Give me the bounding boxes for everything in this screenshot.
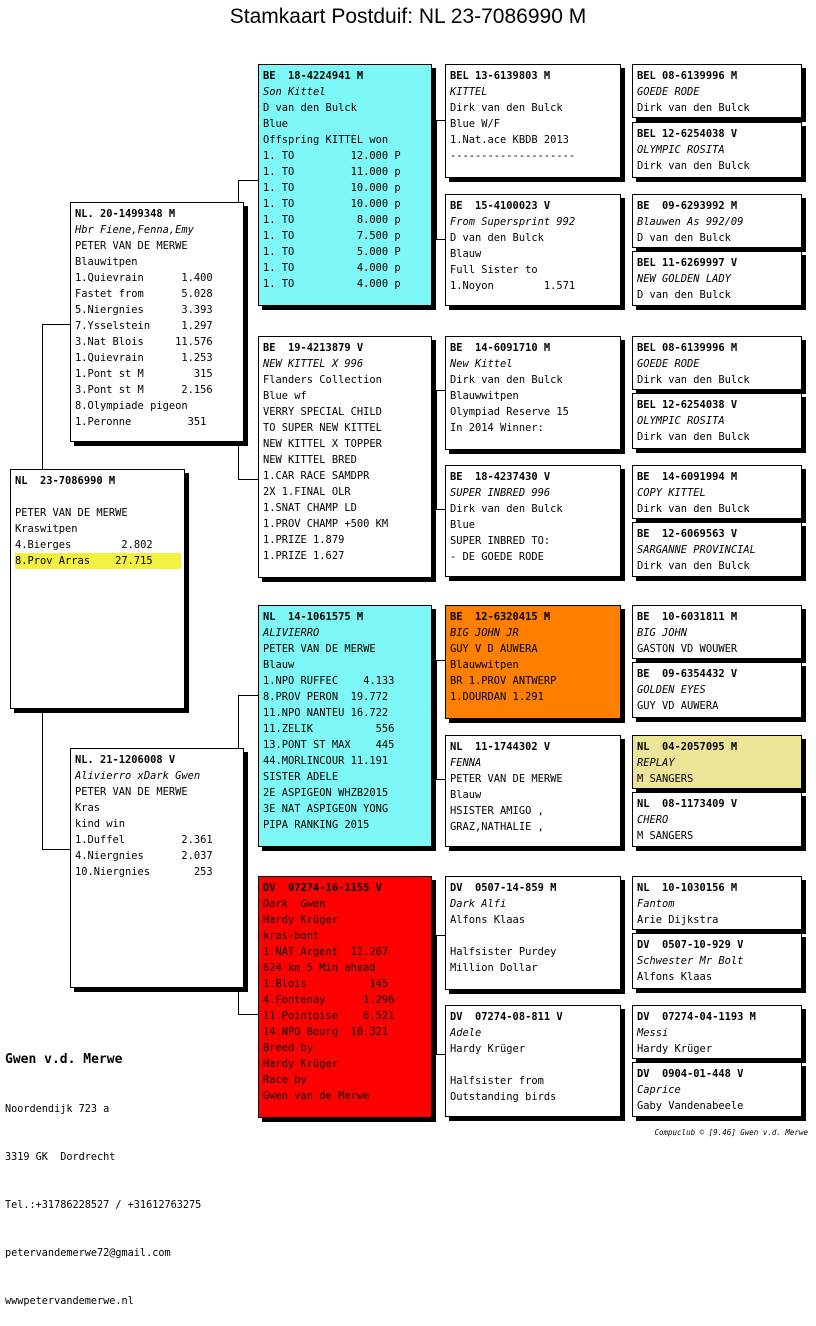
pigeon-name: SARGANNE PROVINCIAL <box>637 544 756 556</box>
card-line: 2E ASPIGEON WHZB2015 <box>263 787 389 799</box>
card-line: GUY VD AUWERA <box>637 700 719 712</box>
pedigree-card-ggp-6 <box>445 735 621 847</box>
pedigree-card-sire-dam <box>258 336 432 578</box>
card-line: 4.Fontenay 1.296 <box>263 994 395 1006</box>
ring-number: DV 0507-10-929 V <box>637 939 744 951</box>
ring-number: DV 07274-04-1193 M <box>637 1011 756 1023</box>
card-line: 1.Noyon 1.571 <box>450 280 576 292</box>
card-line: 8.Olympiade pigeon <box>75 400 188 412</box>
pigeon-name: GOLDEN EYES <box>637 684 706 696</box>
card-line: HSISTER AMIGO , <box>450 805 544 817</box>
card-line: GUY V D AUWERA <box>450 643 538 655</box>
pedigree-card-ggp-8 <box>445 1005 621 1117</box>
card-line: 1. TO 8.000 p <box>263 214 401 226</box>
pedigree-card-ggp-2 <box>445 194 621 306</box>
card-line: kras-bont <box>263 930 320 942</box>
pigeon-name: GOEDE RODE <box>637 358 700 370</box>
ring-number: BE 12-6069563 V <box>637 528 738 540</box>
ring-number: BE 14-6091994 M <box>637 471 738 483</box>
pedigree-card-gggp-10 <box>632 662 802 718</box>
card-line: Blauw <box>450 248 482 260</box>
connector-line <box>436 660 437 780</box>
card-line: NEW KITTEL BRED <box>263 454 357 466</box>
card-line: 7.Ysselstein 1.297 <box>75 320 213 332</box>
pedigree-card-dam-sire <box>258 605 432 847</box>
card-line: Blue W/F <box>450 118 501 130</box>
ring-number: NL 11-1744302 V <box>450 741 551 753</box>
card-line: Dirk van den Bulck <box>450 503 563 515</box>
pedigree-card-gggp-1 <box>632 64 802 118</box>
card-line: D van den Bulck <box>450 232 544 244</box>
card-line: GRAZ,NATHALIE , <box>450 821 544 833</box>
card-line: 11.Pointoise 6.521 <box>263 1010 395 1022</box>
ring-number: BE 12-6320415 M <box>450 611 551 623</box>
card-line: Outstanding birds <box>450 1091 557 1103</box>
card-line: 4.Niergnies 2.037 <box>75 850 213 862</box>
owner-email[interactable]: petervandemerwe72@gmail.com <box>5 1248 171 1259</box>
card-line: 10.Niergnies 253 <box>75 866 213 878</box>
ring-number: BEL 12-6254038 V <box>637 399 738 411</box>
connector-line <box>238 1014 260 1015</box>
connector-line <box>42 849 72 850</box>
card-line: Dirk van den Bulck <box>637 102 750 114</box>
connector-line <box>238 180 260 181</box>
card-line: 11.NPO NANTEU 16.722 <box>263 707 389 719</box>
pedigree-card-gggp-15 <box>632 1005 802 1059</box>
pigeon-name: Blauwen As 992/09 <box>637 216 744 228</box>
pigeon-name <box>15 489 181 505</box>
pigeon-name: Dark Alfi <box>450 898 507 910</box>
connector-line <box>624 364 625 421</box>
pedigree-card-ggp-7 <box>445 876 621 990</box>
ring-number: BEL 11-6269997 V <box>637 257 738 269</box>
card-line: D van den Bulck <box>637 289 731 301</box>
card-line: 44.MORLINCOUR 11.191 <box>263 755 389 767</box>
pedigree-card-gggp-8 <box>632 522 802 577</box>
connector-line <box>42 710 43 850</box>
pedigree-card-ggp-5 <box>445 605 621 719</box>
card-line: Dirk van den Bulck <box>637 374 750 386</box>
card-line: PETER VAN DE MERWE <box>450 773 563 785</box>
card-line: 8.PROV PERON 19.772 <box>263 691 389 703</box>
card-line: Alfons Klaas <box>637 971 713 983</box>
card-line: PETER VAN DE MERWE <box>75 786 188 798</box>
card-line: Gwen van de Merwe <box>263 1090 370 1102</box>
pedigree-card-ggp-3 <box>445 336 621 450</box>
ring-number: NL 08-1173409 V <box>637 798 738 810</box>
connector-line <box>624 763 625 820</box>
pigeon-name: NEW GOLDEN LADY <box>637 273 731 285</box>
card-line: TO SUPER NEW KITTEL <box>263 422 382 434</box>
card-line: Dirk van den Bulck <box>637 560 750 572</box>
pedigree-card-gggp-11 <box>632 735 802 789</box>
connector-line <box>624 634 625 691</box>
card-line: 1.Duffel 2.361 <box>75 834 213 846</box>
owner-phone: Tel.:+31786228527 / +31612763275 <box>5 1200 202 1211</box>
pigeon-name: Schwester Mr Bolt <box>637 955 744 967</box>
card-line: Breed by <box>263 1042 314 1054</box>
owner-website[interactable]: wwwpetervandemerwe.nl <box>5 1296 134 1307</box>
pigeon-name: Hbr Fiene,Fenna,Emy <box>75 224 194 236</box>
card-line: 1. TO 4.000 p <box>263 278 401 290</box>
ring-number: BEL 13-6139803 M <box>450 70 551 82</box>
card-line: PETER VAN DE MERWE <box>263 643 376 655</box>
pedigree-card-gggp-16 <box>632 1062 802 1117</box>
pigeon-name: BIG JOHN <box>637 627 688 639</box>
card-line: PIPA RANKING 2015 <box>263 819 370 831</box>
pigeon-name: ALIVIERRO <box>263 627 320 639</box>
pedigree-card-dam-dam <box>258 876 432 1118</box>
card-line: 1.Quievrain 1.253 <box>75 352 213 364</box>
connector-line <box>624 493 625 550</box>
pigeon-name: OLYMPIC ROSITA <box>637 144 725 156</box>
card-line: Halfsister from <box>450 1075 544 1087</box>
card-line: Blauw <box>263 659 295 671</box>
card-line <box>450 1057 617 1073</box>
pedigree-card-gggp-9 <box>632 605 802 659</box>
card-line: In 2014 Winner: <box>450 422 544 434</box>
card-line: Dirk van den Bulck <box>637 160 750 172</box>
pigeon-name: From Supersprint 992 <box>450 216 576 228</box>
card-line: VERRY SPECIAL CHILD <box>263 406 382 418</box>
card-line: 1.Nat.ace KBDB 2013 <box>450 134 569 146</box>
ring-number: BE 14-6091710 M <box>450 342 551 354</box>
card-line: 1. TO 12.000 P <box>263 150 401 162</box>
connector-line <box>238 695 260 696</box>
card-line: 1. TO 11.000 p <box>263 166 401 178</box>
pigeon-name: Son Kittel <box>263 86 326 98</box>
card-line: Alfons Klaas <box>450 914 526 926</box>
card-line: SUPER INBRED TO: <box>450 535 551 547</box>
card-line: Blauwitpen <box>75 256 138 268</box>
pedigree-card-gggp-2 <box>632 122 802 178</box>
connector-line <box>624 222 625 279</box>
pedigree-card-ggp-1 <box>445 64 621 178</box>
card-line: - DE GOEDE RODE <box>450 551 544 563</box>
pigeon-name: NEW KITTEL X 996 <box>263 358 364 370</box>
card-line: SISTER ADELE <box>263 771 339 783</box>
card-line: 1.DOURDAN 1.291 <box>450 691 544 703</box>
pedigree-card-gggp-14 <box>632 933 802 989</box>
pigeon-name: FENNA <box>450 757 482 769</box>
card-line: Hardy Krüger <box>450 1043 526 1055</box>
ring-number: NL. 21-1206008 V <box>75 754 176 766</box>
pedigree-card-gggp-6 <box>632 393 802 449</box>
card-line: Dirk van den Bulck <box>637 503 750 515</box>
owner-address-line-2: 3319 GK Dordrecht <box>5 1152 116 1163</box>
pigeon-name: SUPER INBRED 996 <box>450 487 551 499</box>
connector-line <box>624 1033 625 1090</box>
ring-number: BEL 08-6139996 M <box>637 342 738 354</box>
card-line: 1.PROV CHAMP +500 KM <box>263 518 389 530</box>
pigeon-name: Adele <box>450 1027 482 1039</box>
card-line: 14.NPO Bourg 10.321 <box>263 1026 389 1038</box>
card-line: PETER VAN DE MERWE <box>75 240 188 252</box>
card-line: 2X 1.FINAL OLR <box>263 486 351 498</box>
pigeon-name: Fantom <box>637 898 675 910</box>
card-line: Dirk van den Bulck <box>637 431 750 443</box>
card-line: 1. TO 7.500 p <box>263 230 401 242</box>
pigeon-name: REPLAY <box>637 757 675 769</box>
connector-line <box>624 93 625 150</box>
pigeon-name: COPY KITTEL <box>637 487 706 499</box>
card-line: Million Dollar <box>450 962 538 974</box>
card-line: Blauwwitpen <box>450 390 519 402</box>
card-line: 1.PRIZE 1.879 <box>263 534 345 546</box>
card-line: Flanders Collection <box>263 374 382 386</box>
card-line: Kras <box>75 802 101 814</box>
card-line: Arie Dijkstra <box>637 914 719 926</box>
pigeon-name: GOEDE RODE <box>637 86 700 98</box>
ring-number: DV 07274-16-1155 V <box>263 882 382 894</box>
card-line: 1. TO 5.000 P <box>263 246 401 258</box>
connector-line <box>436 935 437 1055</box>
page-title: Stamkaart Postduif: NL 23-7086990 M <box>229 5 587 28</box>
card-line: 624 km 5 Min ahead <box>263 962 376 974</box>
card-line: PETER VAN DE MERWE <box>15 507 128 519</box>
pigeon-name: Caprice <box>637 1084 681 1096</box>
pigeon-name: Dark Gwen <box>263 898 326 910</box>
card-line: 1.CAR RACE SAMDPR <box>263 470 370 482</box>
card-line: 1.Blois 145 <box>263 978 389 990</box>
card-line: BR 1.PROV ANTWERP <box>450 675 557 687</box>
pigeon-name: KITTEL <box>450 86 488 98</box>
card-line: Hardy Krüger <box>263 1058 339 1070</box>
card-line: Blue <box>450 519 476 531</box>
software-credit: Compuclub © [9.46] Gwen v.d. Merwe <box>654 1128 808 1137</box>
ring-number: DV 0904-01-448 V <box>637 1068 744 1080</box>
card-line: 1.SNAT CHAMP LD <box>263 502 357 514</box>
ring-number: NL. 20-1499348 M <box>75 208 176 220</box>
owner-name: Gwen v.d. Merwe <box>5 1052 123 1067</box>
ring-number: BE 09-6293992 M <box>637 200 738 212</box>
card-line: 11.ZELIK 556 <box>263 723 395 735</box>
card-line: Halfsister Purdey <box>450 946 557 958</box>
ring-number: BE 18-4237430 V <box>450 471 551 483</box>
pigeon-name: CHERO <box>637 814 669 826</box>
card-line: 1.Pont st M 315 <box>75 368 213 380</box>
card-line: Fastet from 5.028 <box>75 288 213 300</box>
card-line: Full Sister to <box>450 264 538 276</box>
pedigree-card-ggp-4 <box>445 465 621 577</box>
ring-number: BE 09-6354432 V <box>637 668 738 680</box>
card-line <box>450 928 617 944</box>
ring-number: BE 10-6031811 M <box>637 611 738 623</box>
ring-number: NL 14-1061575 M <box>263 611 364 623</box>
card-line: Blue wf <box>263 390 307 402</box>
ring-number: BEL 12-6254038 V <box>637 128 738 140</box>
pigeon-name: Messi <box>637 1027 669 1039</box>
card-line: Dirk van den Bulck <box>450 374 563 386</box>
card-line: 1.Peronne 351 <box>75 416 207 428</box>
pedigree-card-sire-sire <box>258 64 432 306</box>
pigeon-name: New Kittel <box>450 358 513 370</box>
card-line: Kraswitpen <box>15 523 78 535</box>
ring-number: NL 04-2057095 M <box>637 741 738 753</box>
card-line: 8.Prov Arras 27.715 <box>15 553 181 569</box>
connector-line <box>436 390 437 510</box>
card-line: Gaby Vandenabeele <box>637 1100 744 1112</box>
card-line: 13.PONT ST MAX 445 <box>263 739 395 751</box>
card-line: -------------------- <box>450 150 576 162</box>
card-line: 3.Nat Blois 11.576 <box>75 336 213 348</box>
card-line: M SANGERS <box>637 773 694 785</box>
card-line: 1. TO 10.000 p <box>263 182 401 194</box>
card-line: GASTON VD WOUWER <box>637 643 738 655</box>
pigeon-name: BIG JOHN JR <box>450 627 519 639</box>
card-line: Blue <box>263 118 289 130</box>
card-line: Dirk van den Bulck <box>450 102 563 114</box>
card-line: Blauw <box>450 789 482 801</box>
card-line: NEW KITTEL X TOPPER <box>263 438 382 450</box>
card-line: 1.Quievrain 1.400 <box>75 272 213 284</box>
ring-number: BEL 08-6139996 M <box>637 70 738 82</box>
card-line: D van den Bulck <box>637 232 731 244</box>
card-line: 1.NAT Argent 12.267 <box>263 946 389 958</box>
ring-number: DV 07274-08-811 V <box>450 1011 563 1023</box>
card-line: Olympiad Reserve 15 <box>450 406 569 418</box>
card-line: 5.Niergnies 3.393 <box>75 304 213 316</box>
owner-address-line-1: Noordendijk 723 a <box>5 1104 110 1115</box>
card-line: 3.Pont st M 2.156 <box>75 384 213 396</box>
pedigree-card-gggp-4 <box>632 251 802 306</box>
ring-number: BE 15-4100023 V <box>450 200 551 212</box>
card-line: 1. TO 10.000 p <box>263 198 401 210</box>
owner-block <box>5 1018 201 1326</box>
card-line: Hardy Krüger <box>637 1043 713 1055</box>
card-line: kind win <box>75 818 126 830</box>
card-line: 1.NPO RUFFEC 4.133 <box>263 675 395 687</box>
card-line: 1.PRIZE 1.627 <box>263 550 345 562</box>
connector-line <box>436 120 437 240</box>
card-line: 3E NAT ASPIGEON YONG <box>263 803 389 815</box>
ring-number: NL 23-7086990 M <box>15 475 116 487</box>
card-line: Blauwwitpen <box>450 659 519 671</box>
connector-line <box>42 324 43 470</box>
pedigree-card-gggp-3 <box>632 194 802 248</box>
pigeon-name: Alivierro xDark Gwen <box>75 770 201 782</box>
card-line: 1. TO 4.000 p <box>263 262 401 274</box>
ring-number: BE 19-4213879 V <box>263 342 364 354</box>
card-line: Offspring KITTEL won <box>263 134 389 146</box>
pigeon-name: OLYMPIC ROSITA <box>637 415 725 427</box>
connector-line <box>42 324 72 325</box>
pedigree-card-subject <box>10 469 185 709</box>
ring-number: BE 18-4224941 M <box>263 70 364 82</box>
pedigree-card-mother <box>70 748 244 988</box>
pedigree-card-father <box>70 202 244 442</box>
card-line: D van den Bulck <box>263 102 357 114</box>
card-line: Hardy Krüger <box>263 914 339 926</box>
card-line: 4.Bierges 2.802 <box>15 539 153 551</box>
pedigree-card-gggp-12 <box>632 792 802 847</box>
ring-number: NL 10-1030156 M <box>637 882 738 894</box>
pedigree-card-gggp-13 <box>632 876 802 930</box>
pedigree-card-gggp-5 <box>632 336 802 390</box>
ring-number: DV 0507-14-859 M <box>450 882 557 894</box>
pedigree-card-gggp-7 <box>632 465 802 519</box>
connector-line <box>238 479 260 480</box>
connector-line <box>624 904 625 961</box>
card-line: Race by <box>263 1074 307 1086</box>
card-line: M SANGERS <box>637 830 694 842</box>
